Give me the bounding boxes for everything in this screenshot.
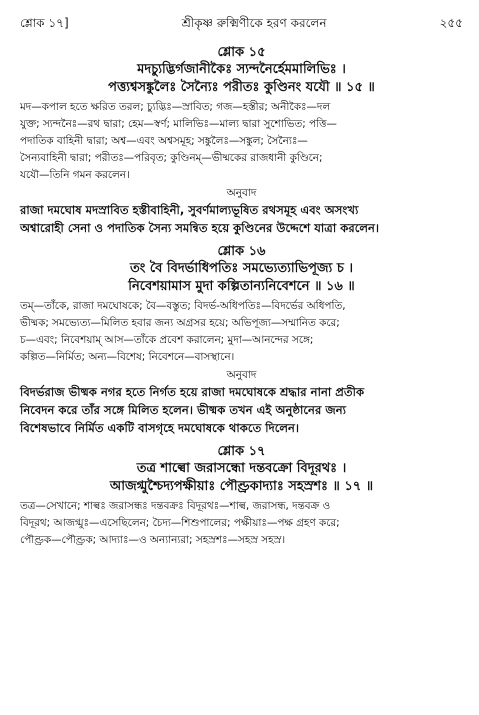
synonyms-line: মদ—কপাল হতে ক্ষরিত তরল; চ্যুদ্ভিঃ—স্রাবিত; গজ—হস্তীর; অনীকৈঃ—দল	[20, 101, 331, 113]
verse-line: মদচ্যুদ্ভির্গজানীকৈঃ স্যন্দনৈর্হেমমালিভিঃ ।	[137, 62, 346, 77]
synonyms-line: কল্পিত—নির্মিত; অন্য—বিশেষ; নিবেশনে—বাসস্থানে।	[20, 351, 235, 363]
synonyms-line: পদাতিক বাহিনী দ্বারা; অশ্ব—এবং অশ্বসমূহ; সঙ্কুলৈঃ—সঙ্কুল; সৈন্যৈঃ—	[20, 135, 308, 147]
translation-line: অশ্বারোহী সেনা ও পদাতিক সৈন্য সমন্বিত হয়ে কুণ্ডিনের উদ্দেশে যাত্রা করলেন।	[20, 221, 380, 235]
translation	[20, 201, 463, 237]
synonyms-line: ভীষ্মক; সমভ্যেত্য—মিলিত হবার জন্য অগ্রসর হয়ে; অভিপূজ্য—সম্মানিত করে;	[20, 317, 340, 329]
verse-title: শ্লোক ১৫	[217, 45, 266, 60]
verse-line: নিবেশয়ামাস মুদা কল্পিতান্যনিবেশনে ॥ ১৬ ॥	[128, 279, 355, 294]
verse-line: পত্ত্যশ্বসঙ্কুলৈঃ সৈন্যৈঃ পরীতঃ কুণ্ডিনং যযৌ ॥ ১৫ ॥	[108, 80, 375, 95]
synonyms-line: চ—এবং; নিবেশয়াম্ আস—তাঁকে প্রবেশ করালেন; মুদা—আনন্দের সঙ্গে;	[20, 334, 314, 346]
verse-title: শ্লোক ১৭	[217, 444, 266, 459]
verse-title: শ্লোক ১৬	[217, 244, 266, 259]
translation	[20, 383, 463, 437]
translation-line: নিবেদন করে তাঁর সঙ্গে মিলিত হলেন। ভীষ্মক তখন এই অনুষ্ঠানের জন্য	[20, 403, 347, 417]
translation-line: বিদর্ভরাজ ভীষ্মক নগর হতে নির্গত হয়ে রাজা দমঘোষকে শ্রদ্ধার নানা প্রতীক	[20, 385, 365, 399]
synonyms-line: যযৌ—তিনি গমন করলেন।	[20, 169, 130, 181]
translation-line: রাজা দমঘোষ মদস্রাবিত হস্তীবাহিনী, সুবর্ণমাল্যভূষিত রথসমূহ এবং অসংখ্য	[20, 203, 359, 217]
verse-line: তং বৈ বিদর্ভাধিপতিঃ সমভ্যেত্যাভিপূজ্য চ ।	[129, 261, 354, 276]
synonyms	[20, 99, 463, 184]
translation-label: অনুবাদ	[226, 369, 257, 381]
translation-label: অনুবাদ	[226, 187, 257, 199]
header-chapter-title: শ্রীকৃষ্ণ রুক্মিণীকে হরণ করলেন	[181, 16, 327, 30]
synonyms-line: পৌণ্ড্রক—পৌণ্ড্রক; আদ্যাঃ—ও অন্যান্যরা; সহস্রশঃ—সহস্র সহস্র।	[20, 534, 286, 546]
synonyms	[20, 298, 463, 366]
synonyms	[20, 498, 463, 549]
header-verse-ref: শ্লোক ১৭]	[20, 16, 69, 30]
synonyms-line: যুক্ত; স্যন্দনৈঃ—রথ দ্বারা; হেম—স্বর্ণ; মালিভিঃ—মাল্য দ্বারা সুশোভিত; পত্তি—	[20, 118, 337, 130]
synonyms-line: তত্র—সেখানে; শাল্বঃ জরাসন্ধঃ দন্তবক্রঃ বিদূরথঃ—শাল্ব, জরাসন্ধ, দন্তবক্র ও	[20, 500, 331, 512]
verse-section-15	[20, 44, 463, 237]
page-number: ২৫৫	[439, 16, 463, 30]
translation-line: বিশেষভাবে নির্মিত একটি বাসগৃহে দমঘোষকে থাকতে দিলেন।	[20, 421, 300, 435]
verse-line: আজগ্মুশ্চৈদ্যপক্ষীয়াঃ পৌণ্ড্রকাদ্যাঃ সহস্রশঃ ॥ ১৭ ॥	[109, 479, 374, 494]
synonyms-line: তম্—তাঁকে, রাজা দমঘোষকে; বৈ—বস্তুত; বিদর্ভ-অধিপতিঃ—বিদর্ভের অধিপতি,	[20, 300, 346, 312]
running-header	[20, 8, 463, 38]
verse-line: তত্র শাল্বো জরাসন্ধো দন্তবক্রো বিদূরথঃ ।	[136, 461, 347, 476]
synonyms-line: সৈন্যবাহিনী দ্বারা; পরীতঃ—পরিবৃত; কুণ্ডিনম্—ভীষ্মকের রাজধানী কুণ্ডিনে;	[20, 152, 323, 164]
verse-section-17	[20, 443, 463, 549]
verse-section-16	[20, 243, 463, 437]
synonyms-line: বিদূরথ; আজগ্মুঃ—এসেছিলেন; চৈদ্য—শিশুপালের; পক্ষীয়াঃ—পক্ষ গ্রহণ করে;	[20, 517, 340, 529]
